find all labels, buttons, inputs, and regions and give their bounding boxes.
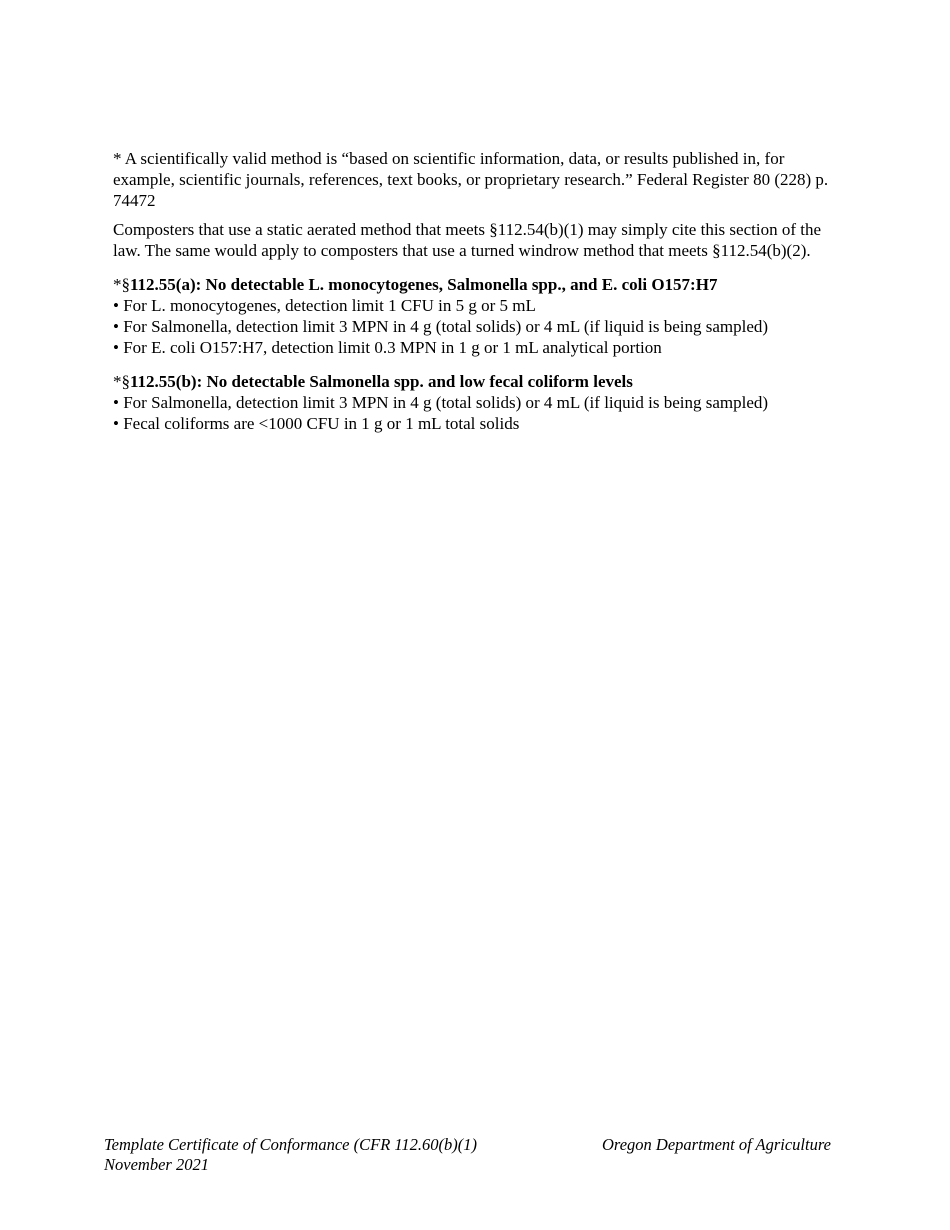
- section-prefix: *§: [113, 275, 130, 294]
- section-heading-text: 112.55(b): No detectable Salmonella spp. and low fecal coliform levels: [130, 372, 633, 391]
- footnote-paragraph: * A scientifically valid method is “based on scientific information, data, or results published in, for example, scientific journals, references, text books, or proprietary research.” Federal Register 80 (228) p. 74472: [113, 149, 829, 210]
- footer-left: [104, 1135, 477, 1175]
- section-112-55-b: [113, 371, 843, 434]
- composters-paragraph: Composters that use a static aerated method that meets §112.54(b)(1) may simply cite this section of the law. The same would apply to composters that use a turned windrow method that meets §112.54(b)(2).: [113, 220, 821, 260]
- bullet-list: [113, 295, 843, 358]
- section-heading: [113, 274, 843, 295]
- list-item: • For L. monocytogenes, detection limit 1 CFU in 5 g or 5 mL: [113, 296, 536, 315]
- footer-organization: Oregon Department of Agriculture: [602, 1135, 831, 1154]
- section-heading: [113, 371, 843, 392]
- list-item: • For E. coli O157:H7, detection limit 0.3 MPN in 1 g or 1 mL analytical portion: [113, 338, 662, 357]
- bullet-list: [113, 392, 843, 434]
- list-item: • Fecal coliforms are <1000 CFU in 1 g or 1 mL total solids: [113, 414, 520, 433]
- section-prefix: *§: [113, 372, 130, 391]
- footer-template-title: Template Certificate of Conformance (CFR 112.60(b)(1): [104, 1135, 478, 1154]
- footer-date: November 2021: [104, 1155, 209, 1174]
- section-heading-text: 112.55(a): No detectable L. monocytogenes, Salmonella spp., and E. coli O157:H7: [130, 275, 718, 294]
- list-item: • For Salmonella, detection limit 3 MPN in 4 g (total solids) or 4 mL (if liquid is being sampled): [113, 393, 769, 412]
- section-112-55-a: [113, 274, 843, 358]
- document-body: [113, 148, 843, 434]
- list-item: • For Salmonella, detection limit 3 MPN in 4 g (total solids) or 4 mL (if liquid is being sampled): [113, 317, 769, 336]
